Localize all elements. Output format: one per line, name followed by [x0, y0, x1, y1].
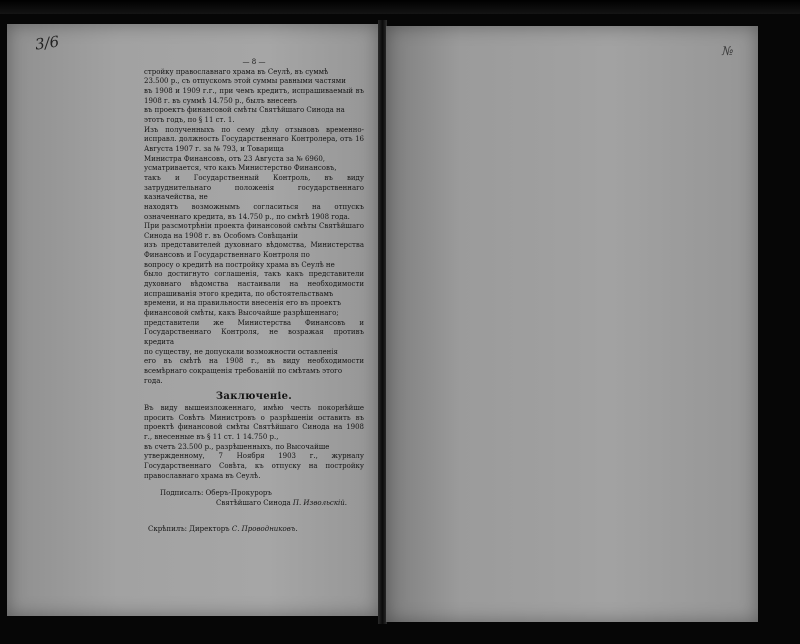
countersignature-title: Скрѣпилъ: Директоръ	[148, 524, 232, 533]
signature-name: П. Извольскій.	[292, 498, 347, 507]
document-text	[144, 58, 364, 534]
archive-folio-mark-left: 3/6	[33, 32, 61, 54]
page-number: — 8 —	[242, 58, 266, 66]
paragraph-3: При разсмотрѣніи проекта финансовой смѣты Святѣйшаго Синода на 1908 г. въ Особомъ Совѣщаніи изъ представителей духовнаго вѣдомства, Министерства Финансовъ и Государственнаго Контроля по вопросу о кредитѣ на постройку храма въ Сеулѣ не было достигнуто соглашенія, такъ какъ представители духовнаго вѣдомства настаивали на необходимости испрашиванія этого кредита, по обстоятельствамъ времени, и на правильности внесенія его въ проектъ финансовой смѣты, какъ Высочайше разрѣшеннаго; представители же Министерства Финансовъ и Государственнаго Контроля, не возражая противъ кредита по существу, не допускали возможности оставленія его въ смѣтѣ на 1908 г., въ виду необходимости всемѣрнаго сокращенія требованій по смѣтамъ этого года.	[144, 222, 364, 385]
paragraph-2: Изъ полученныхъ по сему дѣлу отзывовъ временно-исправл. должность Государственнаго Контролера, отъ 16 Августа 1907 г. за № 793, и Товарища Министра Финансовъ, отъ 23 Августа за № 6960, усматривается, что какъ Министерство Финансовъ, такъ и Государственный Контроль, въ виду затруднительнаго положенія государственнаго казначейства, не находятъ возможнымъ согласиться на отпускъ означеннаго кредита, въ 14.750 р., по смѣтѣ 1908 года.	[144, 125, 364, 221]
right-page-blank	[386, 26, 758, 622]
conclusion-paragraph: Въ виду вышеизложеннаго, имѣю честь покорнѣйше просить Совѣтъ Министровъ о разрѣшеніи оставить въ проектѣ финансовой смѣты Святѣйшаго Синода на 1908 г., внесенные въ § 11 ст. 1 14.750 р., въ счетъ 23.500 р., разрѣшенныхъ, по Высочайше утвержденному, 7 Ноября 1903 г., журналу Государственнаго Совѣта, къ отпуску на постройку православнаго храма въ Сеулѣ.	[144, 403, 364, 480]
archive-folio-mark-right: №	[722, 44, 734, 58]
signature-line-1: Подписалъ: Оберъ-Прокуроръ	[160, 489, 272, 498]
countersignature-name: С. Проводниковъ.	[231, 524, 298, 533]
film-frame-edge	[0, 0, 800, 14]
signature-line-2	[144, 499, 364, 509]
conclusion-heading: Заключеніе.	[215, 391, 293, 403]
signature-title: Святѣйшаго Синода	[216, 498, 293, 507]
paragraph-1: стройку православнаго храма въ Сеулѣ, въ суммѣ 23.500 р., съ отпускомъ этой суммы равными частями въ 1908 и 1909 г.г., при чемъ кредитъ, испрашиваемый въ 1908 г. въ суммѣ 14.750 р., былъ внесенъ въ проектъ финансовой смѣты Святѣйшаго Синода на этотъ годъ, по § 11 ст. 1.	[144, 67, 364, 124]
countersignature-line	[144, 525, 364, 535]
